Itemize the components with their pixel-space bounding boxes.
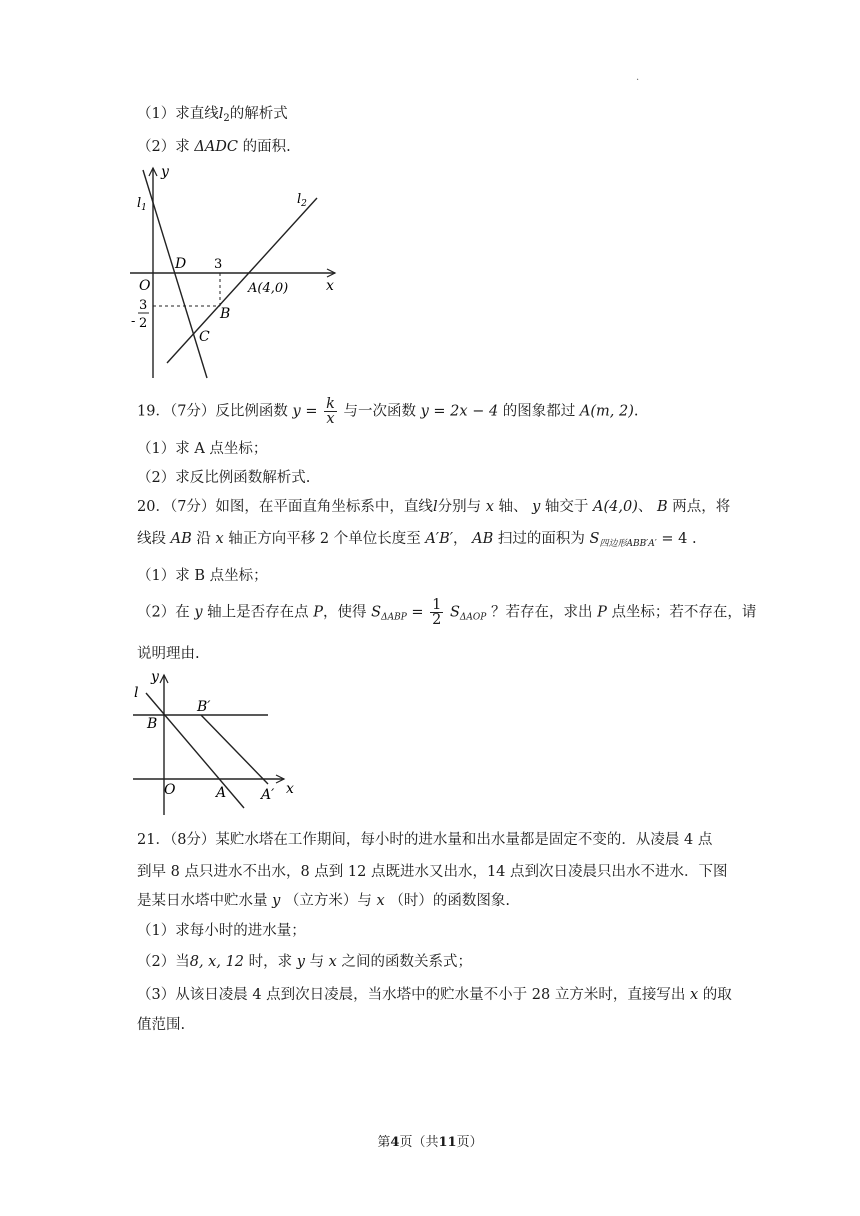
label-Ap: A′ <box>261 787 275 803</box>
q21-line3: 是某日水塔中贮水量 y （立方米）与 x （时）的函数图象. <box>137 893 510 909</box>
page-footer: 第4页（共11页） <box>377 1135 483 1150</box>
label-l2: $l_2$ <box>297 192 307 209</box>
label-Bp: B′ <box>197 699 211 715</box>
q21-line2: 到早 8 点只进水不出水，8 点到 12 点既进水又出水，14 点到次日凌晨只出水不进水．下图 <box>137 864 728 880</box>
q21-part3: （3）从该日凌晨 4 点到次日凌晨，当水塔中的贮水量不小于 28 立方米时，直接写出 x 的取 <box>137 987 732 1003</box>
line-l2 <box>167 198 317 363</box>
line-ApBp <box>201 715 268 784</box>
label-l: l <box>134 685 139 701</box>
label-3: 3 <box>214 257 223 272</box>
label-l1: $l_1$ <box>137 196 147 213</box>
label-x: x <box>326 278 334 294</box>
q20-part2-cont: 说明理由. <box>137 646 200 662</box>
label-C: C <box>199 329 210 345</box>
label-frac-num: 3 <box>139 298 148 313</box>
corner-mark: . <box>636 72 640 83</box>
q20-part2: （2）在 y 轴上是否存在点 P，使得 $S_{\Delta ABP}$ = $\frac{1}{2}$ $S_{\Delta AOP}$ ？若存在，求出 P 点坐标；若不存在，请 <box>137 597 757 628</box>
q20-part1: （1）求 B 点坐标； <box>137 568 268 584</box>
q18-part2: （2）求 ΔADC 的面积. <box>137 139 291 155</box>
label-minus: - <box>131 314 136 329</box>
figure-q20 <box>128 665 308 820</box>
label-A: A <box>216 785 227 801</box>
q21-part1: （1）求每小时的进水量； <box>137 923 306 939</box>
label-x: x <box>286 781 294 797</box>
label-B: B <box>147 716 158 732</box>
label-O: O <box>164 782 176 798</box>
label-y: y <box>151 669 159 685</box>
label-D: D <box>175 256 187 272</box>
q19-part2: （2）求反比例函数解析式. <box>137 470 311 486</box>
label-frac-den: 2 <box>139 316 148 331</box>
q20-line1: 20．（7分）如图，在平面直角坐标系中，直线l分别与 x 轴、 y 轴交于 A(4,0)、 B 两点，将 <box>137 499 731 515</box>
q21-line1: 21．（8分）某贮水塔在工作期间，每小时的进水量和出水量都是固定不变的．从凌晨 4 点 <box>137 832 713 848</box>
line-l <box>146 693 244 808</box>
q19-question: 19．（7分）反比例函数 y = $\frac{k}{x}$ 与一次函数 y = 2x − 4 的图象都过 A(m, 2). <box>137 396 639 427</box>
fraction-one-half: $\frac{1}{2}$ <box>432 597 442 628</box>
label-A: A(4,0) <box>248 281 289 296</box>
fraction-k-over-x: $\frac{k}{x}$ <box>326 396 335 427</box>
figure-q18 <box>125 160 345 385</box>
label-O: O <box>139 278 151 294</box>
label-y: y <box>161 164 169 180</box>
q21-part3-cont: 值范围. <box>137 1017 186 1033</box>
q21-part2: （2）当8, x, 12 时，求 y 与 x 之间的函数关系式； <box>137 954 472 970</box>
label-B: B <box>220 306 231 322</box>
q20-line2: 线段 AB 沿 x 轴正方向平移 2 个单位长度至 A′B′， AB 扫过的面积为 $S_{四边形ABB'A'} = 4$ . <box>137 531 697 549</box>
q18-part1: （1）求直线$l_2$的解析式 <box>137 106 288 124</box>
q19-part1: （1）求 A 点坐标； <box>137 441 268 457</box>
